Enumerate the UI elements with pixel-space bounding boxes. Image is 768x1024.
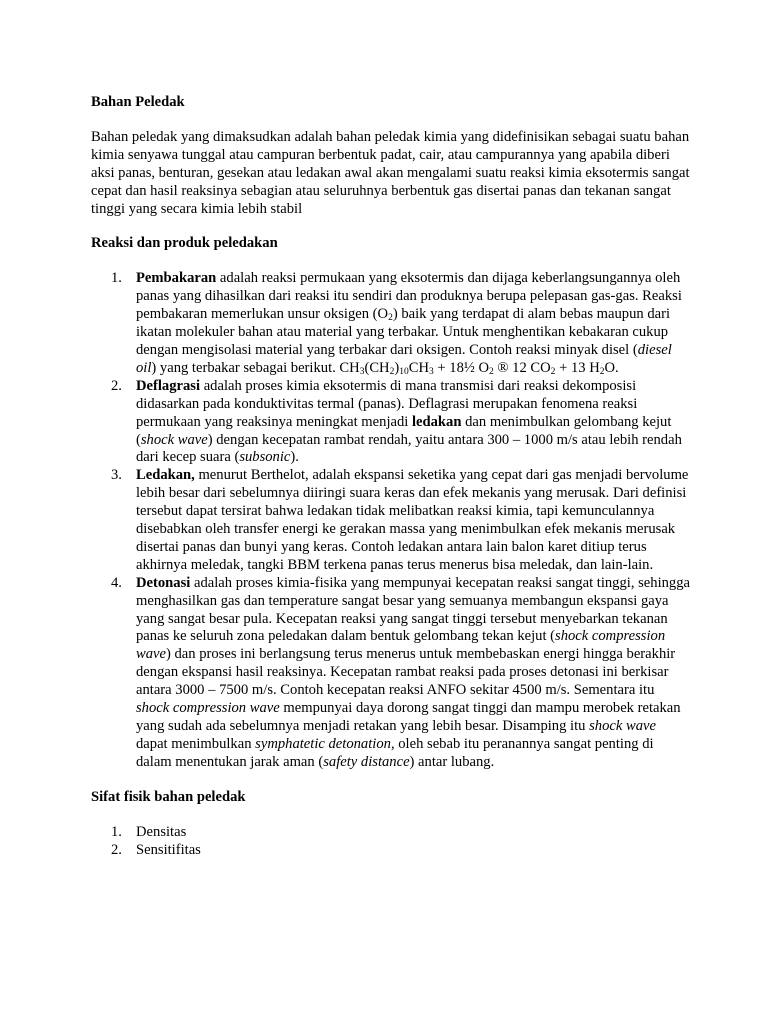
list-label: Sensitifitas [136, 841, 201, 858]
subscript: 3 [359, 366, 365, 377]
item-text: dapat menimbulkan [136, 735, 256, 752]
property-list [91, 824, 691, 860]
section-heading-reaksi: Reaksi dan produk peledakan [91, 235, 278, 252]
item-text: ) [394, 359, 400, 376]
term-pembakaran: Pembakaran [136, 270, 217, 287]
list-number: 2. [111, 377, 122, 394]
item-text: ). [290, 449, 299, 466]
list-item-pembakaran [91, 270, 691, 377]
subscript: 10 [399, 366, 409, 377]
item-text: ) yang terbakar sebagai berikut. CH [151, 359, 360, 376]
list-item-sensitifitas [91, 842, 691, 860]
item-text: + 18½ O [433, 359, 490, 376]
list-number: 3. [111, 467, 122, 484]
item-text: ® 12 CO [493, 359, 551, 376]
subscript: 2 [599, 366, 605, 377]
term-deflagrasi: Deflagrasi [136, 377, 201, 394]
item-text: ) baik yang terdapat di alam bebas maupun dari ikatan molekuler bahan atau material yang terbakar. Untuk menghentikan kebakaran cukup dengan mengisolasi material yang terbakar dari oksigen. Contoh reaksi minyak disel ( [136, 306, 671, 358]
item-text: menurut Berthelot, adalah ekspansi seketika yang cepat dari gas menjadi bervolume lebih besar dari sebelumnya diiringi suara keras dan efek mekanis yang merusak. Dari definisi tersebut dapat tersirat bahwa ledakan tidak melibatkan reaksi kimia, tapi kemunculannya disebabkan oleh transfer energi ke gerakan massa yang menimbulkan efek mekanis merusak disertai panas dan bunyi yang keras. Contoh ledakan antara lain balon karet ditiup terus akhirnya meledak, tangki BBM terkena panas terus menerus bisa meledak, dan lain-lain. [136, 467, 689, 573]
intro-paragraph: Bahan peledak yang dimaksudkan adalah bahan peledak kimia yang didefinisikan sebagai suatu bahan kimia senyawa tunggal atau campuran berbentuk padat, cair, atau campurannya yang apabila diberi aksi panas, benturan, gesekan atau ledakan awal akan mengalami suatu reaksi kimia eksotermis sangat cepat dan hasil reaksinya sebagian atau seluruhnya berbentuk gas disertai panas dan tekanan sangat tinggi yang secara kimia lebih stabil [91, 128, 690, 217]
item-text: + 13 H [555, 359, 600, 376]
italic-term: shock wave [140, 431, 208, 448]
document-title: Bahan Peledak [91, 94, 185, 110]
list-item-deflagrasi [91, 378, 691, 468]
list-number: 4. [111, 574, 122, 591]
subscript: 2 [389, 366, 395, 377]
item-text: ) dengan kecepatan rambat rendah, yaitu antara 300 – 1000 m/s atau lebih rendah dari kecep suara ( [136, 431, 682, 466]
subscript: 2 [489, 366, 494, 377]
list-item-detonasi [91, 575, 691, 772]
item-text: adalah proses kimia eksotermis di mana transmisi dari reaksi dekomposisi didasarkan pada konduktivitas termal (panas). Deflagrasi merupakan fenomena reaksi permukaan yang reaksinya meningkat menjadi [136, 377, 638, 430]
italic-term: diesel oil [136, 341, 672, 376]
item-text: , oleh sebab itu peranannya sangat penting di dalam menentukan jarak aman ( [136, 735, 654, 770]
item-text: CH [408, 359, 429, 376]
term-ledakan-inline: ledakan [411, 413, 462, 430]
italic-term: shock wave [589, 718, 656, 734]
italic-term: shock compression wave [136, 628, 666, 663]
italic-term: safety distance [323, 753, 410, 770]
italic-term: shock compression wave [136, 700, 280, 717]
term-ledakan: Ledakan, [136, 467, 195, 484]
list-number: 1. [111, 823, 122, 840]
list-label: Densitas [136, 823, 187, 840]
item-text: dan menimbulkan gelombang kejut ( [136, 413, 672, 448]
term-detonasi: Detonasi [136, 574, 191, 591]
italic-term: subsonic [239, 449, 291, 466]
item-text: adalah reaksi permukaan yang eksotermis dan dijaga keberlangsungannya oleh panas yang dihasilkan dari reaksi itu sendiri dan produknya berupa pelepasan gas-gas. Reaksi pembakaran memerlukan unsur oksigen (O [136, 270, 682, 323]
list-number: 2. [111, 841, 122, 858]
list-item-densitas [91, 824, 691, 842]
list-number: 1. [111, 270, 122, 287]
item-text: ) dan proses ini berlangsung terus menerus untuk membebaskan energi hingga berakhir dengan ekspansi hasil reaksinya. Kecepatan rambat reaksi pada proses detonasi ini berkisar antara 3000 – 7500 m/s. Contoh kecepatan reaksi ANFO sekitar 4500 m/s. Sementara itu [136, 646, 676, 699]
item-text: ) antar lubang. [409, 753, 495, 770]
item-text: mempunyai daya dorong sangat tinggi dan mampu merobek retakan yang sudah ada sebelumnya menjadi retakan yang lebih besar. Disamping itu [136, 700, 681, 734]
document-body [91, 94, 691, 859]
item-text: adalah proses kimia-fisika yang mempunyai kecepatan reaksi sangat tinggi, sehingga menghasilkan gas dan temperature sangat besar yang semuanya membangun ekspansi gaya yang sangat besar pula. Kecepatan reaksi yang sangat tinggi tersebut menyebarkan tekanan panas ke seluruh zona peledakan dalam bentuk gelombang tekan kejut ( [136, 574, 691, 645]
subscript: 3 [429, 366, 434, 377]
italic-term: symphatetic detonation [255, 735, 391, 752]
subscript: 2 [550, 366, 556, 377]
item-text: O. [604, 359, 619, 376]
item-text: (CH [364, 359, 390, 376]
subscript: 2 [388, 313, 393, 324]
list-item-ledakan [91, 467, 691, 574]
reaction-list [91, 270, 691, 771]
section-heading-sifat-fisik: Sifat fisik bahan peledak [91, 788, 246, 805]
